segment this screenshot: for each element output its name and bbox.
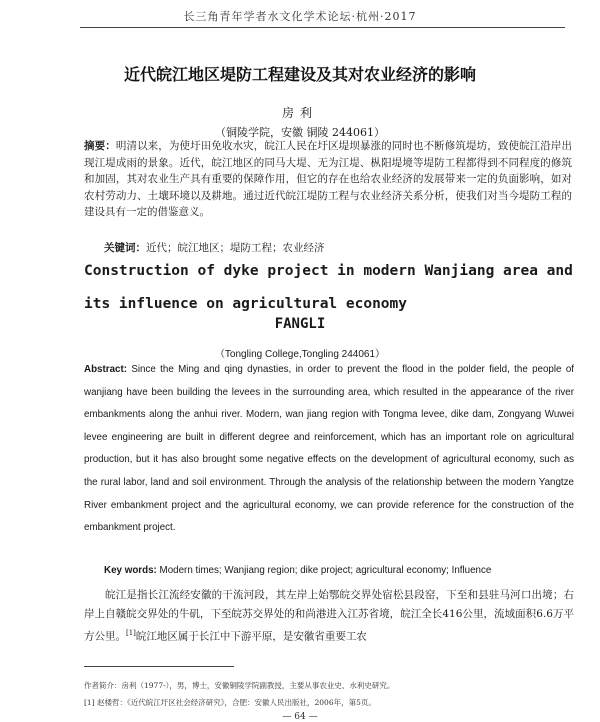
header-rule bbox=[80, 27, 565, 28]
english-keywords-text: Modern times; Wanjiang region; dike project; agricultural economy; Influence bbox=[159, 565, 492, 576]
chinese-title: 近代皖江地区堤防工程建设及其对农业经济的影响 bbox=[123, 65, 476, 84]
body-paragraph-tail: 皖江地区属于长江中下游平原，是安徽省重要工农 bbox=[135, 630, 367, 643]
footnote-reference: [1] 赵楼哲：《近代皖江圩区社会经济研究》，合肥：安徽人民出版社，2006年，第5页。 bbox=[84, 698, 376, 707]
chinese-keywords-text: 近代；皖江地区；堤防工程；农业经济 bbox=[146, 242, 325, 254]
chinese-abstract bbox=[84, 138, 572, 221]
page-number: — 64 — bbox=[282, 712, 318, 722]
reference-mark: [1] bbox=[126, 629, 136, 637]
footnote-rule bbox=[84, 666, 234, 667]
english-keywords-label: Key words: bbox=[104, 565, 157, 576]
chinese-abstract-text: 明清以来，为使圩田免收水灾，皖江人民在圩区堤坝暴涨的同时也不断修筑堤坊，致使皖江沿岸出现江堤成雨的景象。近代，皖江地区的同马大堤、无为江堤、枞阳堤境等堤防工程都得到不同程度的修筑和加固，其对农业生产具有重要的保障作用，但它的存在也给农业经济的发展带来一定的负面影响，如对农村劳动力、土壤环境以及耕地。通过近代皖江堤防工程与农业经济关系分析，使我们对当今堤防工程的建设具有一定的借鉴意义。 bbox=[84, 140, 573, 218]
chinese-keywords bbox=[104, 240, 574, 255]
english-abstract-text: Since the Ming and qing dynasties, in order to prevent the flood in the polder field, the people of wanjiang have been building the levees in the surrounding area, which resulted in the appearance of the river embankments along the anhui river. Modern, wan jiang region with Tongma levee, dike dam, Zongyang Wuwei levee engineering are built in different degree and reinforcement, which has an important role on agricultural production, but it has also brought some negative effects on the development of agricultural economy, such as the rural labor, land and soil environment. Through the analysis of the relationship between the modern Yangtze River embankment project and the agricultural economy, we can provide reference for the construction of the embankment project. bbox=[84, 364, 574, 534]
body-paragraph-main: 皖江是指长江流经安徽的干流河段，其左岸上始鄂皖交界处宿松县段窑，下至和县驻马河口出境；右岸上自赣皖交界处的牛矶，下至皖苏交界处的和尚港进入江苏省境，皖江全长416公里，流域面积6.6万平方公里。 bbox=[84, 589, 574, 643]
chinese-affiliation: （铜陵学院，安徽 铜陵 244061） bbox=[215, 126, 385, 139]
running-header: 长三角青年学者水文化学术论坛·杭州·2017 bbox=[183, 10, 417, 23]
footnote-author-bio: 作者简介：房利（1977-），男，博士，安徽铜陵学院副教授，主要从事农业史、水利史研究。 bbox=[84, 681, 395, 690]
body-paragraph bbox=[84, 586, 574, 647]
english-keywords bbox=[104, 565, 574, 576]
chinese-abstract-label: 摘要： bbox=[84, 140, 116, 152]
chinese-author: 房利 bbox=[281, 106, 318, 120]
english-abstract-label: Abstract: bbox=[84, 364, 128, 375]
english-abstract bbox=[84, 359, 574, 540]
english-author: FANGLI bbox=[274, 316, 326, 332]
chinese-keywords-label: 关键词： bbox=[104, 242, 146, 254]
english-affiliation: （Tongling College,Tongling 244061） bbox=[214, 349, 386, 360]
english-title: Construction of dyke project in modern Wanjiang area and its influence on agricultural economy bbox=[84, 263, 573, 312]
